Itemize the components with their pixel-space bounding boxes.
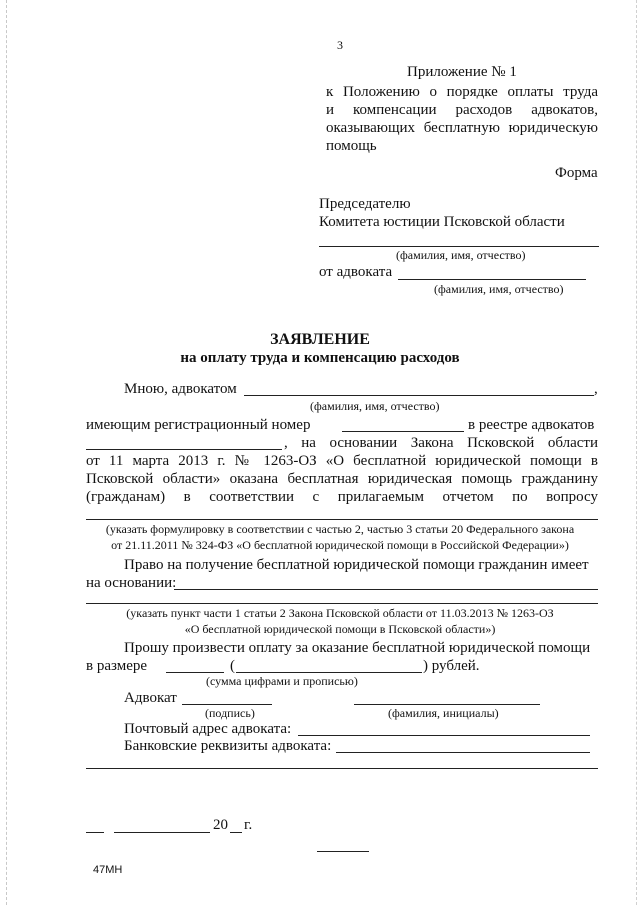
registry-label: в реестре адвокатов: [468, 417, 595, 433]
date-month-line[interactable]: [114, 832, 210, 833]
intro-label: Мною, адвокатом: [124, 381, 237, 397]
chairman-fio-line[interactable]: [319, 246, 599, 247]
addressee-line-1: Председателю: [319, 196, 411, 212]
signature-line[interactable]: [182, 704, 272, 705]
regional-hint-2: «О бесплатной юридической помощи в Псковской области»): [184, 622, 496, 636]
appendix-line-2: и компенсации расходов адвокатов,: [326, 102, 598, 118]
footer-code: 47МН: [93, 864, 123, 876]
scan-edge-right: [636, 0, 637, 905]
date-year-line[interactable]: [230, 832, 242, 833]
document-title: ЗАЯВЛЕНИЕ: [270, 331, 370, 348]
initials-line[interactable]: [354, 704, 540, 705]
bank-details-line-1[interactable]: [336, 752, 590, 753]
sum-hint: (сумма цифрами и прописью): [206, 674, 358, 688]
question-line[interactable]: [86, 519, 598, 520]
registry-name-line[interactable]: [86, 449, 282, 450]
law-line-2: Псковской области» оказана бесплатная юридическая помощь гражданину: [86, 471, 598, 487]
intro-fio-hint: (фамилия, имя, отчество): [310, 399, 440, 413]
postal-address-label: Почтовый адрес адвоката:: [124, 721, 292, 737]
reg-number-line[interactable]: [342, 431, 464, 432]
advocate-sign-label: Адвокат: [124, 690, 177, 706]
federal-hint-1: (указать формулировку в соответствии с частью 2, частью 3 статьи 20 Федерального закона: [105, 522, 575, 536]
document-subtitle: на оплату труда и компенсацию расходов: [180, 350, 460, 366]
scan-edge-left: [6, 0, 7, 905]
form-label: Форма: [555, 165, 598, 181]
bank-details-line-2[interactable]: [86, 768, 598, 769]
reg-number-label: имеющим регистрационный номер: [86, 417, 311, 433]
from-advocate-label: от адвоката: [319, 264, 393, 280]
initials-hint: (фамилия, инициалы): [388, 706, 499, 720]
signature-hint: (подпись): [205, 706, 255, 720]
payment-request-line: Прошу произвести оплату за оказание бесплатной юридической помощи: [124, 640, 591, 656]
closing-rule: [317, 851, 369, 852]
sum-paren-open: (: [230, 658, 235, 674]
law-line-3: (гражданам) в соответствии с прилагаемым отчетом по вопросу: [86, 489, 598, 505]
postal-address-line[interactable]: [298, 735, 590, 736]
payment-size-label: в размере: [86, 658, 148, 674]
advocate-fio-hint: (фамилия, имя, отчество): [434, 282, 564, 296]
sum-words-line[interactable]: [236, 672, 422, 673]
law-line-1: от 11 марта 2013 г. № 1263-ОЗ «О бесплатной юридической помощи в: [86, 453, 598, 469]
right-basis-label: на основании:: [86, 575, 177, 591]
federal-hint-2: от 21.11.2011 № 324-ФЗ «О бесплатной юридической помощи в Российской Федерации»): [111, 538, 569, 552]
regional-hint-1: (указать пункт части 1 статьи 2 Закона Псковской области от 11.03.2013 № 1263-ОЗ: [126, 606, 554, 620]
intro-comma: ,: [594, 381, 598, 397]
appendix-title: Приложение № 1: [407, 64, 517, 80]
right-line-1: Право на получение бесплатной юридической помощи гражданин имеет: [124, 557, 589, 573]
intro-fio-line[interactable]: [244, 395, 594, 396]
sum-digits-line[interactable]: [166, 672, 224, 673]
date-day-line[interactable]: [86, 832, 104, 833]
date-year-suffix: г.: [244, 817, 253, 833]
sum-rubles-label: ) рублей.: [423, 658, 480, 674]
appendix-line-4: помощь: [326, 138, 377, 154]
right-basis-line-1[interactable]: [174, 589, 598, 590]
addressee-line-2: Комитета юстиции Псковской области: [319, 214, 565, 230]
page-number: 3: [337, 38, 343, 52]
date-year-prefix: 20: [213, 817, 228, 833]
right-basis-line-2[interactable]: [86, 603, 598, 604]
bank-details-label: Банковские реквизиты адвоката:: [124, 738, 332, 754]
advocate-fio-line[interactable]: [398, 279, 586, 280]
chairman-fio-hint: (фамилия, имя, отчество): [396, 248, 526, 262]
appendix-line-3: оказывающих бесплатную юридическую: [326, 120, 598, 136]
basis-line: , на основании Закона Псковской области: [284, 435, 598, 451]
appendix-line-1: к Положению о порядке оплаты труда: [326, 84, 598, 100]
